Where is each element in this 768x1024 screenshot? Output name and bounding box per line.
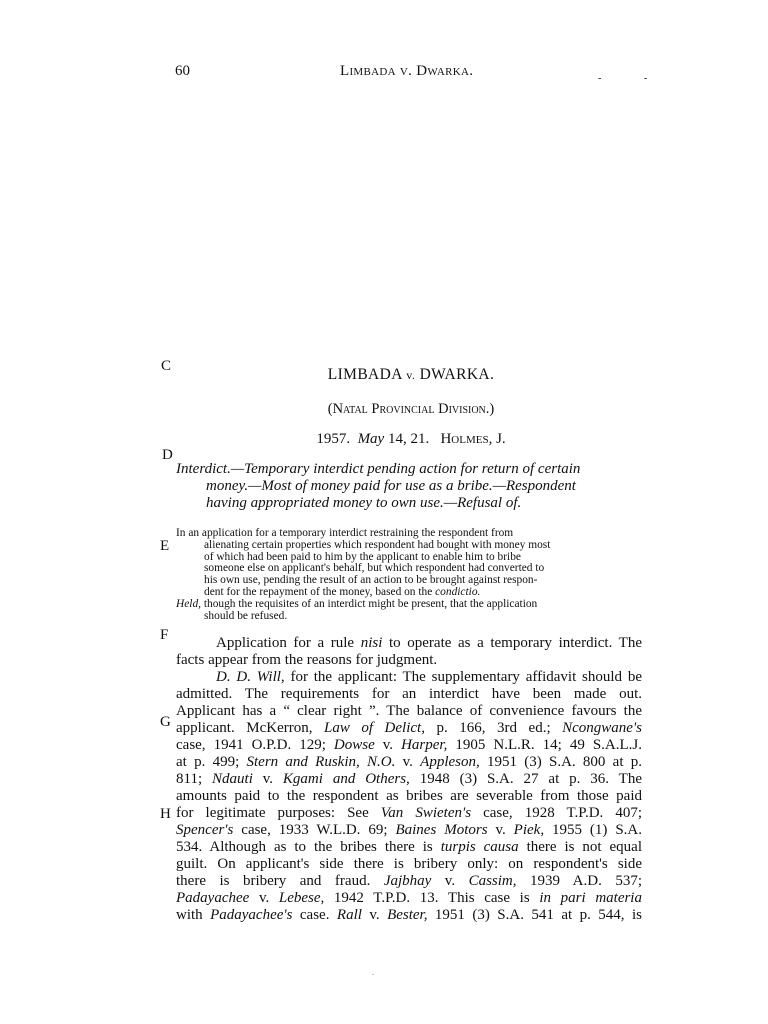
body-line (176, 805, 642, 822)
body-text-run: Application for a rule (216, 635, 361, 651)
body-text-run: v. (252, 771, 283, 787)
body-line: facts appear from the reasons for judgment. (176, 652, 438, 668)
body-text-run: p. 166, 3rd ed.; (424, 720, 563, 736)
body-text-run: 811; (176, 771, 213, 787)
counsel-name: D. D. Will, (216, 669, 285, 685)
body-text-run: v. (361, 907, 388, 923)
body-text-run: case, 1928 T.P.D. 407; (471, 805, 642, 821)
body-italic: Ncongwane's (562, 720, 643, 736)
margin-letter-e: E (160, 538, 170, 554)
body-text-run: 1955 (1) S.A. (544, 822, 643, 838)
body-text-run: for legitimate purposes: See (176, 805, 381, 821)
body-text-run: for the applicant: The supplementary affidavit should be (284, 669, 642, 685)
body-text-run: v. (395, 754, 421, 770)
case-title-right: DWARKA. (419, 366, 495, 383)
headnote-line: someone else on applicant's behalf, but which respondent had converted to (204, 562, 545, 575)
body-italic: nisi (360, 635, 383, 651)
headnote-line: of which had been paid to him by the applicant to enable him to bribe (204, 550, 521, 563)
body-italic: Rall (336, 907, 362, 923)
body-text (176, 635, 642, 924)
catchwords (176, 461, 646, 512)
body-line (176, 771, 642, 788)
catchwords-line-3: having appropriated money to own use.—Refusal of. (206, 495, 522, 511)
body-text-run: there is bribery and fraud. (176, 873, 384, 889)
body-text-run: 1948 (3) S.A. 27 at p. 36. The (409, 771, 642, 787)
margin-letter-f: F (160, 627, 169, 643)
body-line: amounts paid to the respondent as bribes are severable from those paid (176, 788, 642, 804)
body-text-run: there is not equal (518, 839, 643, 855)
body-line (176, 720, 642, 737)
date-days: 14, 21. (387, 431, 430, 447)
body-italic: Kgami and Others, (282, 771, 410, 787)
body-italic: Harper, (401, 737, 448, 753)
headnote-line: his own use, pending the result of an action to be brought against respon- (204, 574, 538, 587)
body-line (176, 839, 642, 856)
catchwords-line-1: Interdict.—Temporary interdict pending action for return of certain (176, 461, 581, 477)
margin-letter-d: D (162, 447, 173, 463)
body-italic: Lebese, (278, 890, 325, 906)
body-italic: turpis causa (440, 839, 519, 855)
body-line: guilt. On applicant's side there is bribery only: on respondent's side (176, 856, 642, 872)
judge-name: Holmes, J. (440, 431, 506, 447)
held-label: Held, (176, 597, 201, 610)
margin-letter-g: G (160, 714, 171, 730)
body-text-run: 1939 A.D. 537; (516, 873, 642, 889)
body-text-run: case, 1933 W.L.D. 69; (233, 822, 396, 838)
body-italic: Ndauti (212, 771, 253, 787)
body-line (176, 873, 642, 890)
case-title-left: LIMBADA (327, 366, 402, 383)
body-text-run: applicant. McKerron, (176, 720, 324, 736)
body-line (176, 907, 642, 924)
page-number: 60 (175, 63, 190, 79)
body-line: admitted. The requirements for an interdict have been made out. (176, 686, 642, 702)
body-text-run: at p. 499; (176, 754, 247, 770)
body-line (176, 822, 642, 839)
date-month: May (357, 431, 385, 447)
body-text-run: case, 1941 O.P.D. 129; (176, 737, 334, 753)
body-text-run: to operate as a temporary interdict. The (382, 635, 642, 651)
body-italic: Appleson, (420, 754, 480, 770)
headnote-text: though the requisites of an interdict might be present, that the application (201, 597, 538, 610)
body-line (176, 669, 642, 686)
body-line (176, 635, 642, 652)
body-italic: Stern and Ruskin, N.O. (246, 754, 396, 770)
body-text-run: with (176, 907, 211, 923)
body-text-run: v. (431, 873, 469, 889)
body-italic: Baines Motors (395, 822, 488, 838)
body-italic: in pari materia (539, 890, 642, 906)
body-italic: Bester, (387, 907, 428, 923)
body-italic: Cassim, (468, 873, 517, 889)
footer-dot: . (372, 968, 374, 977)
dateline (0, 431, 768, 448)
headnote-line: In an application for a temporary interdict restraining the respondent from (176, 527, 514, 539)
body-italic: Dowse (333, 737, 375, 753)
body-italic: Spencer's (176, 822, 234, 838)
body-line (176, 890, 642, 907)
header-marks: - - (598, 73, 668, 84)
body-italic: Van Swieten's (380, 805, 472, 821)
court-name: (Natal Provincial Division.) (327, 401, 495, 417)
headnote-held-line (176, 599, 646, 611)
body-text-run: 1905 N.L.R. 14; 49 S.A.L.J. (447, 737, 643, 753)
body-text-run: 1951 (3) S.A. 800 at p. (479, 754, 643, 770)
body-text-run: case. (292, 907, 337, 923)
body-italic: Padayachee's (210, 907, 293, 923)
headnote-italic: condictio. (435, 585, 481, 598)
body-text-run: 1951 (3) S.A. 541 at p. 544, is (427, 907, 642, 923)
body-line: Applicant has a “ clear right ”. The balance of convenience favours the (176, 703, 642, 719)
headnote-text: dent for the repayment of the money, based on the (204, 585, 436, 598)
body-line (176, 754, 642, 771)
catchwords-line-2: money.—Most of money paid for use as a bribe.—Respondent (206, 478, 576, 494)
margin-letter-h: H (160, 806, 171, 822)
body-text-run: v. (249, 890, 279, 906)
body-italic: Jajbhay (383, 873, 432, 889)
headnote-line: alienating certain properties which respondent had bought with money most (204, 538, 551, 551)
body-text-run: 534. Although as to the bribes there is (176, 839, 441, 855)
headnote-line: should be refused. (204, 609, 288, 622)
margin-letter-c: C (161, 358, 172, 374)
body-italic: Law of Delict, (324, 720, 425, 736)
date-year: 1957. (316, 431, 351, 447)
headnote (176, 528, 646, 622)
body-line (176, 737, 642, 754)
running-head: Limbada v. Dwarka. (340, 63, 474, 79)
body-text-run: v. (374, 737, 402, 753)
case-title-v: v. (406, 368, 416, 382)
body-text-run: v. (487, 822, 514, 838)
case-title (0, 366, 768, 384)
body-text-run: 1942 T.P.D. 13. This case is (324, 890, 540, 906)
body-italic: Piek, (513, 822, 545, 838)
body-italic: Padayachee (176, 890, 250, 906)
